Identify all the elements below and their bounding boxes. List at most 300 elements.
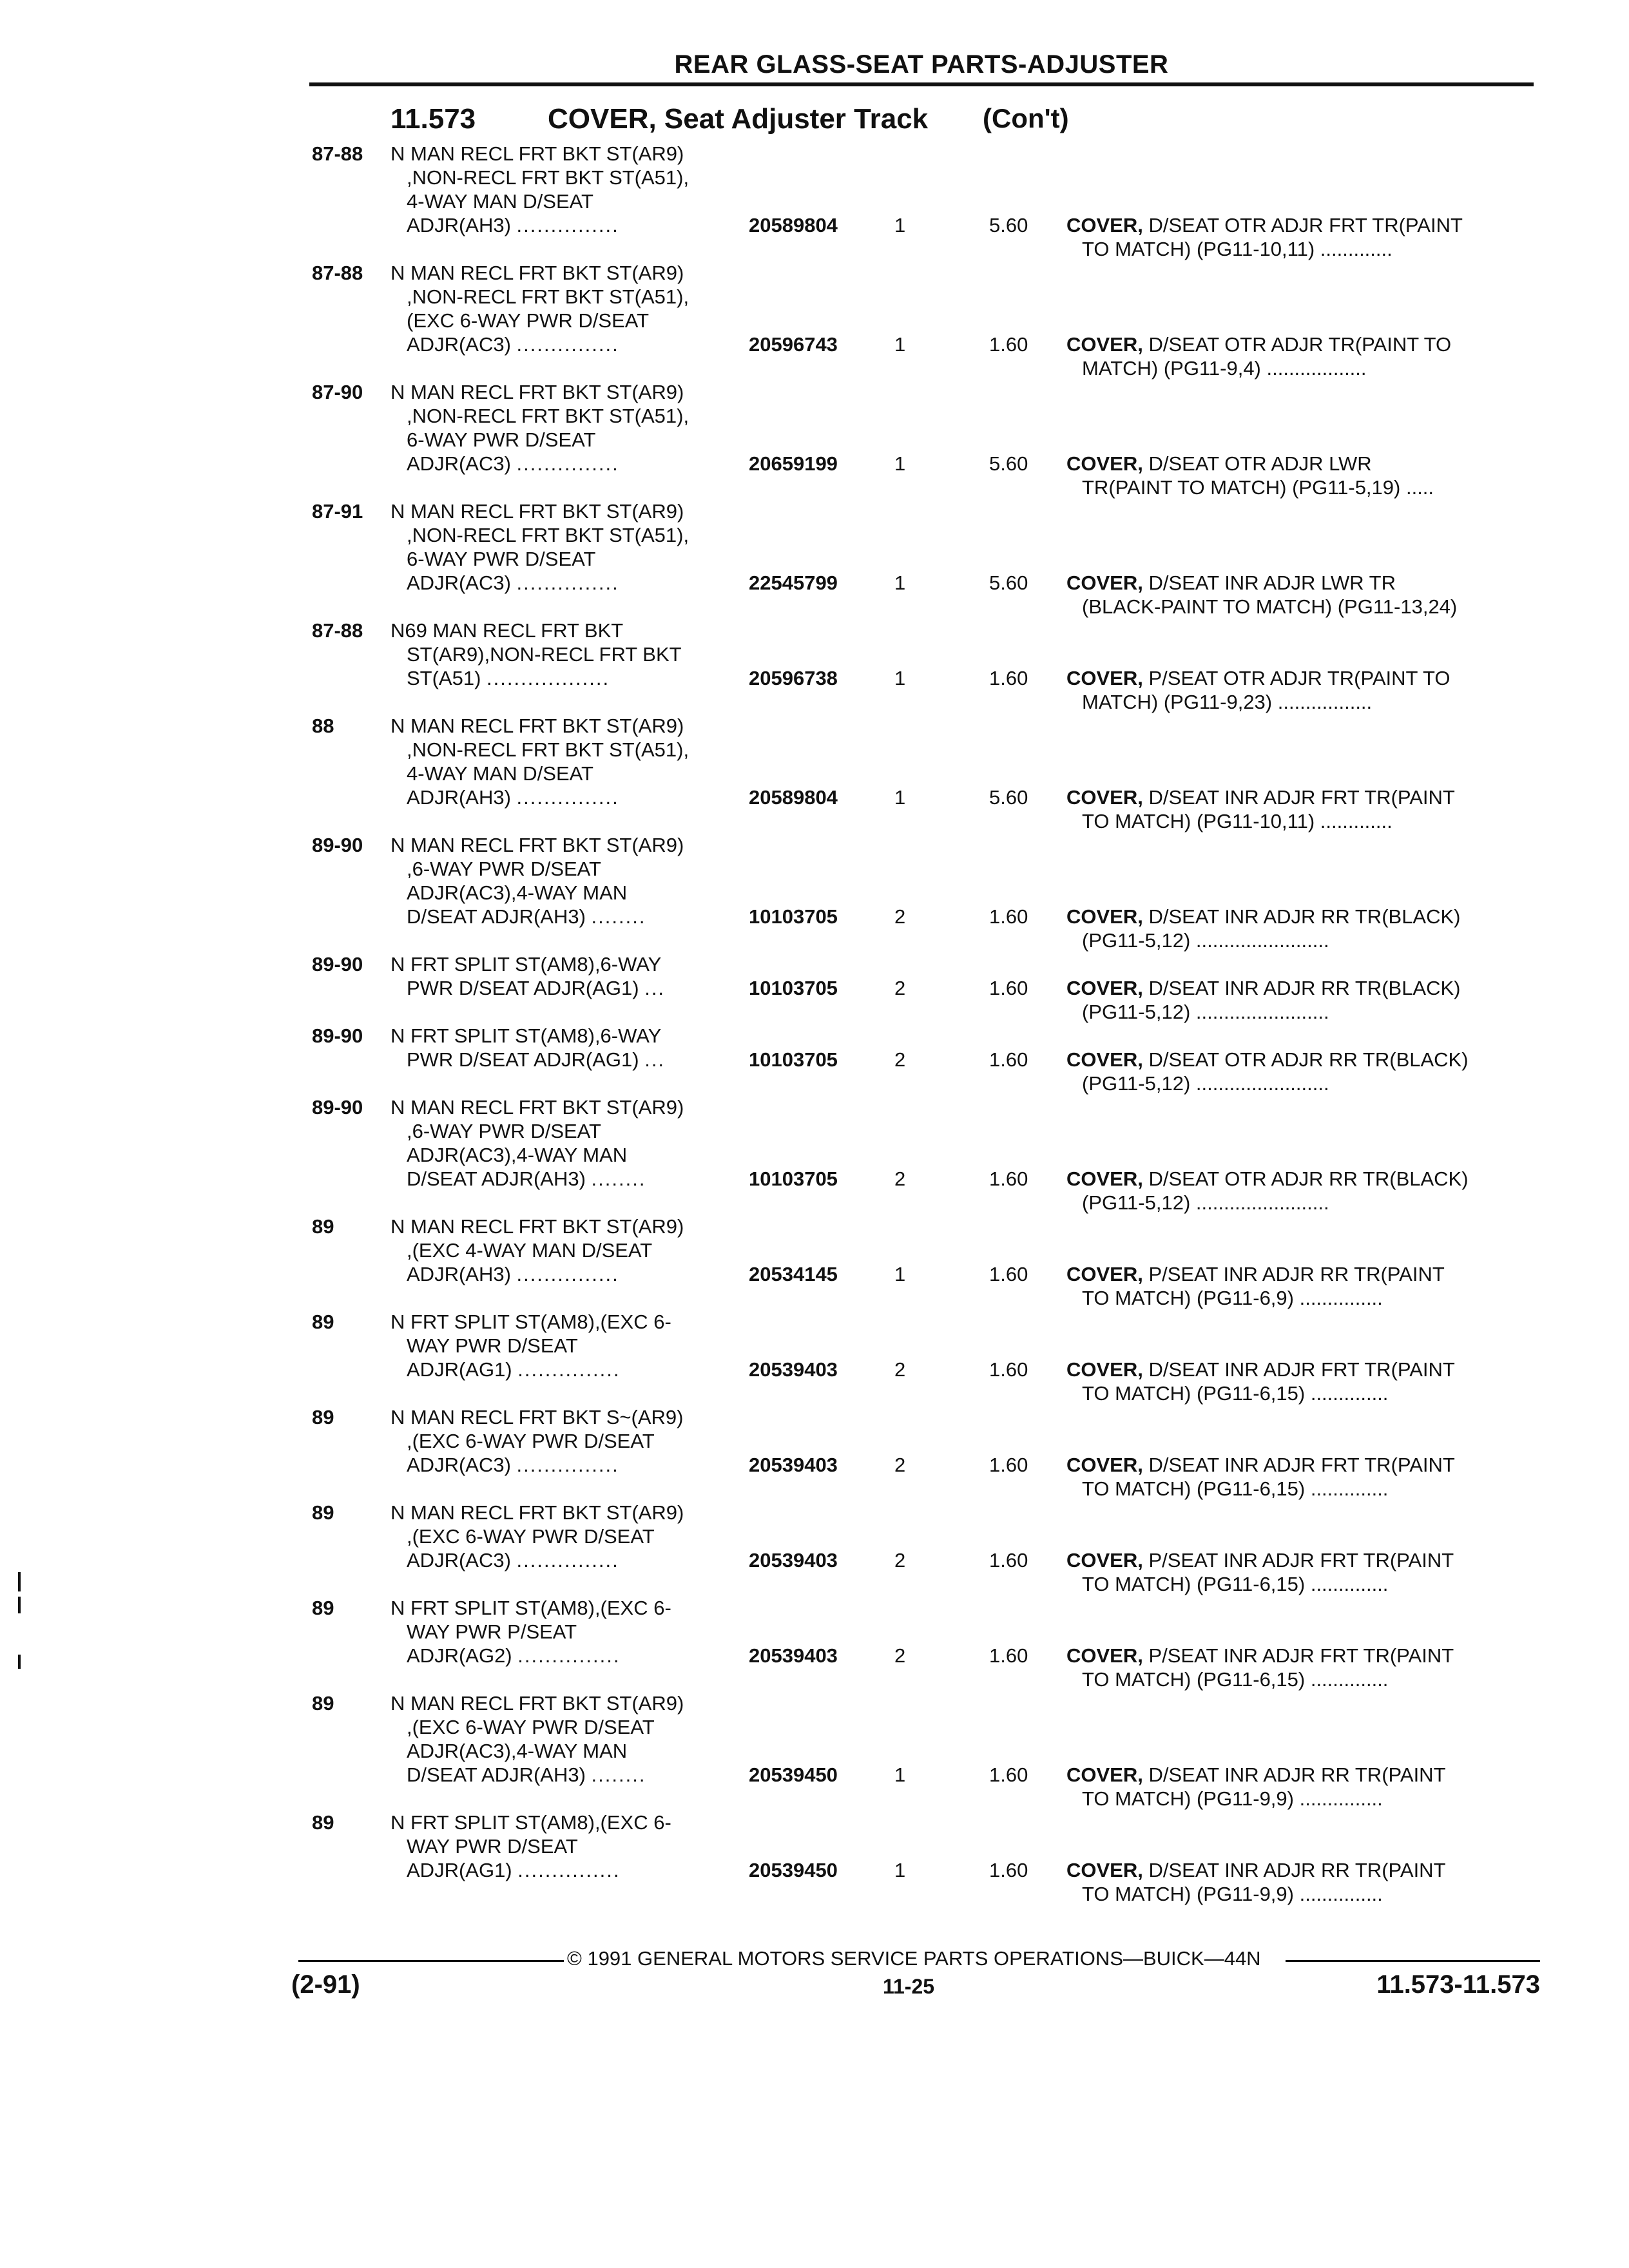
item-description: [1066, 1644, 1530, 1691]
quantity: 1: [894, 214, 906, 236]
entry-year: 89-90: [312, 1024, 363, 1047]
item-line-1: [1066, 213, 1530, 237]
part-entry: [0, 1215, 1629, 1310]
entry-detail-line: [0, 1453, 1629, 1500]
item-description: [1066, 1167, 1530, 1215]
entry-detail-line: [0, 452, 1629, 499]
description-last-line: [407, 1167, 646, 1191]
item-line-2: TO MATCH) (PG11-10,11) .............: [1082, 810, 1393, 832]
part-entry: [0, 380, 1629, 499]
item-description: [1066, 332, 1530, 380]
entry-year: 89: [312, 1597, 334, 1619]
description-line: ,(EXC 4-WAY MAN D/SEAT: [407, 1239, 653, 1262]
item-line-1-text: D/SEAT INR ADJR FRT TR(PAINT: [1142, 1454, 1455, 1476]
entry-detail-line: [0, 332, 1629, 380]
description-last-line: [407, 1262, 619, 1286]
entry-year: 89-90: [312, 834, 363, 856]
entry-year: 87-88: [312, 142, 363, 165]
section-number: 11.573: [390, 103, 476, 135]
description-line: N MAN RECL FRT BKT ST(AR9): [390, 715, 684, 737]
description-line: ,(EXC 6-WAY PWR D/SEAT: [407, 1525, 655, 1548]
entry-description: [390, 1596, 751, 1644]
description-last-line: [407, 666, 610, 690]
item-line-1: [1066, 785, 1530, 809]
item-line-2: MATCH) (PG11-9,4) ..................: [1082, 357, 1367, 380]
item-description: [1066, 1262, 1530, 1310]
item-line-1: [1066, 1858, 1530, 1882]
item-description: [1066, 785, 1530, 833]
item-line-2: MATCH) (PG11-9,23) .................: [1082, 691, 1373, 713]
item-description: [1066, 571, 1530, 619]
item-line-1-text: D/SEAT OTR ADJR LWR: [1142, 452, 1372, 475]
price: 1.60: [989, 1644, 1028, 1667]
entry-description: [390, 1215, 751, 1262]
description-last-line: [407, 785, 619, 809]
item-line-1: [1066, 1167, 1530, 1191]
quantity: 1: [894, 667, 906, 689]
quantity: 2: [894, 1454, 906, 1476]
item-description: [1066, 1858, 1530, 1906]
entry-year: 88: [312, 715, 334, 737]
leader-dots: ...............: [516, 1454, 619, 1476]
description-line: N FRT SPLIT ST(AM8),(EXC 6-: [390, 1597, 671, 1619]
part-number: 20534145: [749, 1263, 838, 1285]
entry-detail-line: [0, 1644, 1629, 1691]
entry-description: [390, 380, 751, 452]
item-line-2: TO MATCH) (PG11-6,15) ..............: [1082, 1668, 1389, 1691]
entry-detail-line: [0, 1548, 1629, 1595]
leader-dots: ...............: [516, 572, 619, 594]
description-last-line: [407, 976, 665, 1000]
item-label: COVER,: [1066, 333, 1143, 356]
description-line: N69 MAN RECL FRT BKT: [390, 619, 624, 642]
quantity: 2: [894, 1358, 906, 1381]
item-line-1-text: D/SEAT OTR ADJR RR TR(BLACK): [1142, 1168, 1469, 1190]
item-line-2: (PG11-5,12) ........................: [1082, 929, 1329, 952]
description-last-line: [407, 1858, 620, 1882]
leader-dots: ...: [644, 977, 666, 999]
item-line-1-text: P/SEAT OTR ADJR TR(PAINT TO: [1142, 667, 1451, 689]
item-label: COVER,: [1066, 1263, 1143, 1285]
part-entry: [0, 499, 1629, 619]
entry-detail-line: [0, 1358, 1629, 1405]
item-line-1-text: D/SEAT INR ADJR RR TR(BLACK): [1142, 977, 1461, 999]
leader-dots: ..................: [487, 667, 610, 689]
item-label: COVER,: [1066, 214, 1143, 236]
item-label: COVER,: [1066, 1048, 1143, 1071]
item-label: COVER,: [1066, 452, 1143, 475]
leader-dots: ...............: [517, 1644, 621, 1667]
leader-dots: ...............: [516, 452, 619, 475]
part-number: 20539403: [749, 1644, 838, 1667]
part-number: 10103705: [749, 1168, 838, 1190]
entry-detail-line: [0, 1262, 1629, 1309]
page-header-title: REAR GLASS-SEAT PARTS-ADJUSTER: [674, 50, 1169, 79]
part-entry: [0, 619, 1629, 714]
option-code-text: ADJR(AC3): [407, 1549, 511, 1571]
item-line-1: [1066, 1453, 1530, 1477]
option-code-text: PWR D/SEAT ADJR(AG1): [407, 977, 639, 999]
quantity: 1: [894, 333, 906, 356]
leader-dots: ...: [644, 1048, 666, 1071]
margin-mark: [18, 1655, 21, 1669]
part-entry: [0, 1095, 1629, 1215]
description-line: ,(EXC 6-WAY PWR D/SEAT: [407, 1716, 655, 1738]
entry-detail-line: [0, 905, 1629, 952]
item-description: [1066, 905, 1530, 952]
part-number: 10103705: [749, 1048, 838, 1071]
item-line-2: (PG11-5,12) ........................: [1082, 1072, 1329, 1095]
description-line: N MAN RECL FRT BKT ST(AR9): [390, 1692, 684, 1715]
item-line-1-text: D/SEAT INR ADJR LWR TR: [1142, 572, 1396, 594]
quantity: 2: [894, 1048, 906, 1071]
price: 5.60: [989, 572, 1028, 594]
footer-rule-right: [1286, 1960, 1540, 1962]
item-line-2: (PG11-5,12) ........................: [1082, 1001, 1329, 1023]
item-line-1: [1066, 1548, 1530, 1572]
description-line: WAY PWR P/SEAT: [407, 1620, 577, 1643]
entry-year: 87-88: [312, 262, 363, 284]
footer-date-code: (2-91): [291, 1970, 360, 1999]
option-code-text: ST(A51): [407, 667, 481, 689]
part-entry: [0, 1024, 1629, 1095]
entry-description: [390, 142, 751, 213]
item-line-1-text: D/SEAT OTR ADJR FRT TR(PAINT: [1142, 214, 1463, 236]
quantity: 1: [894, 1763, 906, 1786]
entry-description: [390, 1024, 751, 1048]
part-entry: [0, 833, 1629, 952]
option-code-text: D/SEAT ADJR(AH3): [407, 1763, 586, 1786]
leader-dots: ........: [591, 905, 646, 928]
footer-section-range: 11.573-11.573: [1376, 1970, 1540, 1999]
item-description: [1066, 1548, 1530, 1596]
part-number: 20589804: [749, 214, 838, 236]
part-number: 22545799: [749, 572, 838, 594]
part-number: 20539450: [749, 1763, 838, 1786]
entry-year: 89-90: [312, 953, 363, 975]
item-label: COVER,: [1066, 1549, 1143, 1571]
entry-description: [390, 619, 751, 666]
description-line: ,(EXC 6-WAY PWR D/SEAT: [407, 1430, 655, 1452]
item-description: [1066, 1048, 1530, 1095]
item-description: [1066, 666, 1530, 714]
leader-dots: ...............: [516, 786, 619, 809]
description-line: ,6-WAY PWR D/SEAT: [407, 1120, 601, 1142]
part-number: 10103705: [749, 905, 838, 928]
section-continued: (Con't): [983, 103, 1069, 133]
leader-dots: ...............: [517, 1859, 621, 1881]
entry-detail-line: [0, 976, 1629, 1023]
leader-dots: ...............: [516, 1549, 619, 1571]
item-line-2: TR(PAINT TO MATCH) (PG11-5,19) .....: [1082, 476, 1434, 499]
option-code-text: ADJR(AC3): [407, 1454, 511, 1476]
description-line: N FRT SPLIT ST(AM8),6-WAY: [390, 1024, 662, 1047]
entry-year: 87-88: [312, 619, 363, 642]
option-code-text: ADJR(AH3): [407, 214, 511, 236]
description-line: ,6-WAY PWR D/SEAT: [407, 858, 601, 880]
item-line-1-text: P/SEAT INR ADJR FRT TR(PAINT: [1142, 1644, 1454, 1667]
entry-description: [390, 1095, 751, 1167]
part-entry: [0, 1310, 1629, 1405]
leader-dots: ...............: [516, 1263, 619, 1285]
parts-list: [0, 142, 1629, 1906]
part-entry: [0, 1405, 1629, 1501]
item-line-2: TO MATCH) (PG11-9,9) ...............: [1082, 1787, 1383, 1810]
entry-detail-line: [0, 1763, 1629, 1810]
part-number: 20596738: [749, 667, 838, 689]
description-last-line: [407, 1358, 620, 1381]
description-line: WAY PWR D/SEAT: [407, 1334, 578, 1357]
item-label: COVER,: [1066, 1859, 1143, 1881]
item-label: COVER,: [1066, 572, 1143, 594]
part-number: 20659199: [749, 452, 838, 475]
item-line-2: TO MATCH) (PG11-6,15) ..............: [1082, 1477, 1389, 1500]
entry-year: 89: [312, 1311, 334, 1333]
leader-dots: ...............: [516, 214, 619, 236]
item-description: [1066, 976, 1530, 1024]
description-line: 6-WAY PWR D/SEAT: [407, 548, 596, 570]
item-line-2: TO MATCH) (PG11-6,9) ...............: [1082, 1287, 1383, 1309]
description-line: ,NON-RECL FRT BKT ST(A51),: [407, 405, 689, 427]
option-code-text: ADJR(AG2): [407, 1644, 512, 1667]
description-line: ST(AR9),NON-RECL FRT BKT: [407, 643, 682, 666]
entry-detail-line: [0, 1167, 1629, 1214]
item-line-1-text: D/SEAT INR ADJR FRT TR(PAINT: [1142, 1358, 1455, 1381]
part-entry: [0, 261, 1629, 380]
description-line: 6-WAY PWR D/SEAT: [407, 428, 596, 451]
part-number: 10103705: [749, 977, 838, 999]
entry-year: 87-91: [312, 500, 363, 523]
description-last-line: [407, 1548, 619, 1572]
part-entry: [0, 1501, 1629, 1596]
description-line: WAY PWR D/SEAT: [407, 1835, 578, 1858]
item-line-2: TO MATCH) (PG11-6,15) ..............: [1082, 1382, 1389, 1405]
description-last-line: [407, 1453, 619, 1477]
item-line-1-text: D/SEAT INR ADJR RR TR(PAINT: [1142, 1763, 1446, 1786]
item-label: COVER,: [1066, 667, 1143, 689]
entry-description: [390, 1811, 751, 1858]
entry-description: [390, 952, 751, 976]
option-code-text: ADJR(AC3): [407, 333, 511, 356]
item-line-2: (PG11-5,12) ........................: [1082, 1191, 1329, 1214]
item-line-1-text: P/SEAT INR ADJR RR TR(PAINT: [1142, 1263, 1445, 1285]
quantity: 1: [894, 1859, 906, 1881]
description-line: ADJR(AC3),4-WAY MAN: [407, 881, 628, 904]
entry-year: 89: [312, 1692, 334, 1715]
item-line-1-text: D/SEAT INR ADJR RR TR(BLACK): [1142, 905, 1461, 928]
part-entry: [0, 952, 1629, 1024]
quantity: 1: [894, 786, 906, 809]
price: 1.60: [989, 1859, 1028, 1881]
item-label: COVER,: [1066, 1644, 1143, 1667]
leader-dots: ........: [591, 1763, 646, 1786]
entry-description: [390, 1691, 751, 1763]
part-entry: [0, 1596, 1629, 1691]
price: 1.60: [989, 333, 1028, 356]
quantity: 1: [894, 572, 906, 594]
entry-description: [390, 714, 751, 785]
item-line-1: [1066, 666, 1530, 690]
item-label: COVER,: [1066, 1168, 1143, 1190]
description-line: ,NON-RECL FRT BKT ST(A51),: [407, 166, 689, 189]
item-line-1: [1066, 571, 1530, 595]
price: 1.60: [989, 1454, 1028, 1476]
item-line-1: [1066, 1358, 1530, 1381]
margin-mark: [18, 1572, 21, 1591]
quantity: 1: [894, 1263, 906, 1285]
item-line-1: [1066, 332, 1530, 356]
leader-dots: ........: [591, 1168, 646, 1190]
item-label: COVER,: [1066, 1763, 1143, 1786]
description-last-line: [407, 332, 619, 356]
description-line: N MAN RECL FRT BKT ST(AR9): [390, 142, 684, 165]
price: 1.60: [989, 1168, 1028, 1190]
entry-detail-line: [0, 785, 1629, 832]
option-code-text: ADJR(AH3): [407, 1263, 511, 1285]
price: 1.60: [989, 1048, 1028, 1071]
description-line: N MAN RECL FRT BKT ST(AR9): [390, 500, 684, 523]
item-description: [1066, 1763, 1530, 1811]
entry-year: 87-90: [312, 381, 363, 403]
description-last-line: [407, 452, 619, 476]
price: 5.60: [989, 786, 1028, 809]
item-line-1-text: D/SEAT INR ADJR RR TR(PAINT: [1142, 1859, 1446, 1881]
item-line-1: [1066, 1048, 1530, 1072]
description-last-line: [407, 1763, 646, 1787]
option-code-text: ADJR(AC3): [407, 572, 511, 594]
description-line: N MAN RECL FRT BKT ST(AR9): [390, 381, 684, 403]
item-label: COVER,: [1066, 1358, 1143, 1381]
item-line-2: TO MATCH) (PG11-6,15) ..............: [1082, 1573, 1389, 1595]
entry-description: [390, 833, 751, 905]
item-line-1: [1066, 1262, 1530, 1286]
part-entry: [0, 714, 1629, 833]
price: 1.60: [989, 1358, 1028, 1381]
description-line: ,NON-RECL FRT BKT ST(A51),: [407, 524, 689, 546]
entry-description: [390, 1310, 751, 1358]
item-line-1-text: D/SEAT OTR ADJR TR(PAINT TO: [1142, 333, 1452, 356]
item-description: [1066, 452, 1530, 499]
part-number: 20539450: [749, 1859, 838, 1881]
footer-copyright: © 1991 GENERAL MOTORS SERVICE PARTS OPERATIONS—BUICK—44N: [567, 1947, 1261, 1970]
part-entry: [0, 1811, 1629, 1906]
option-code-text: D/SEAT ADJR(AH3): [407, 905, 586, 928]
item-line-1-text: P/SEAT INR ADJR FRT TR(PAINT: [1142, 1549, 1454, 1571]
entry-description: [390, 261, 751, 332]
section-title: COVER, Seat Adjuster Track: [548, 103, 929, 135]
entry-year: 89: [312, 1811, 334, 1834]
description-line: ,NON-RECL FRT BKT ST(A51),: [407, 738, 689, 761]
description-last-line: [407, 1048, 665, 1072]
price: 5.60: [989, 452, 1028, 475]
entry-year: 89: [312, 1406, 334, 1428]
description-last-line: [407, 571, 619, 595]
entry-year: 89: [312, 1501, 334, 1524]
price: 1.60: [989, 977, 1028, 999]
part-entry: [0, 142, 1629, 261]
description-line: N MAN RECL FRT BKT ST(AR9): [390, 1096, 684, 1119]
price: 1.60: [989, 905, 1028, 928]
item-line-2: (BLACK-PAINT TO MATCH) (PG11-13,24): [1082, 595, 1458, 618]
option-code-text: ADJR(AG1): [407, 1859, 512, 1881]
entry-detail-line: [0, 666, 1629, 713]
description-line: 4-WAY MAN D/SEAT: [407, 762, 593, 785]
description-line: 4-WAY MAN D/SEAT: [407, 190, 593, 213]
item-description: [1066, 1453, 1530, 1501]
item-label: COVER,: [1066, 1454, 1143, 1476]
quantity: 2: [894, 1168, 906, 1190]
quantity: 2: [894, 905, 906, 928]
item-line-1: [1066, 976, 1530, 1000]
price: 1.60: [989, 1549, 1028, 1571]
description-line: N FRT SPLIT ST(AM8),(EXC 6-: [390, 1811, 671, 1834]
price: 5.60: [989, 214, 1028, 236]
item-description: [1066, 1358, 1530, 1405]
item-label: COVER,: [1066, 977, 1143, 999]
price: 1.60: [989, 667, 1028, 689]
description-line: N MAN RECL FRT BKT ST(AR9): [390, 1215, 684, 1238]
entry-detail-line: [0, 571, 1629, 618]
option-code-text: ADJR(AC3): [407, 452, 511, 475]
item-line-2: TO MATCH) (PG11-9,9) ...............: [1082, 1883, 1383, 1905]
part-number: 20539403: [749, 1358, 838, 1381]
item-line-1: [1066, 1763, 1530, 1787]
quantity: 1: [894, 452, 906, 475]
margin-mark: [18, 1597, 21, 1613]
option-code-text: PWR D/SEAT ADJR(AG1): [407, 1048, 639, 1071]
part-number: 20539403: [749, 1549, 838, 1571]
price: 1.60: [989, 1263, 1028, 1285]
part-number: 20596743: [749, 333, 838, 356]
footer-rule-left: [298, 1960, 564, 1962]
item-line-1: [1066, 1644, 1530, 1667]
item-line-1: [1066, 452, 1530, 476]
entry-detail-line: [0, 1048, 1629, 1095]
item-line-1: [1066, 905, 1530, 928]
entry-description: [390, 1501, 751, 1548]
description-line: N MAN RECL FRT BKT ST(AR9): [390, 1501, 684, 1524]
description-line: N MAN RECL FRT BKT ST(AR9): [390, 262, 684, 284]
description-line: N FRT SPLIT ST(AM8),6-WAY: [390, 953, 662, 975]
item-line-1-text: D/SEAT INR ADJR FRT TR(PAINT: [1142, 786, 1455, 809]
description-line: ADJR(AC3),4-WAY MAN: [407, 1740, 628, 1762]
quantity: 2: [894, 1549, 906, 1571]
option-code-text: ADJR(AH3): [407, 786, 511, 809]
part-entry: [0, 1691, 1629, 1811]
option-code-text: D/SEAT ADJR(AH3): [407, 1168, 586, 1190]
footer-page-number: 11-25: [882, 1975, 935, 1998]
entry-year: 89: [312, 1215, 334, 1238]
entry-year: 89-90: [312, 1096, 363, 1119]
price: 1.60: [989, 1763, 1028, 1786]
description-line: ADJR(AC3),4-WAY MAN: [407, 1144, 628, 1166]
item-description: [1066, 213, 1530, 261]
description-last-line: [407, 1644, 620, 1667]
quantity: 2: [894, 977, 906, 999]
part-number: 20589804: [749, 786, 838, 809]
item-label: COVER,: [1066, 786, 1143, 809]
entry-description: [390, 1405, 751, 1453]
entry-description: [390, 499, 751, 571]
item-label: COVER,: [1066, 905, 1143, 928]
quantity: 2: [894, 1644, 906, 1667]
leader-dots: ...............: [517, 1358, 621, 1381]
entry-detail-line: [0, 213, 1629, 260]
description-last-line: [407, 213, 619, 237]
header-rule: [309, 82, 1534, 86]
description-line: N MAN RECL FRT BKT S~(AR9): [390, 1406, 684, 1428]
description-line: ,NON-RECL FRT BKT ST(A51),: [407, 285, 689, 308]
